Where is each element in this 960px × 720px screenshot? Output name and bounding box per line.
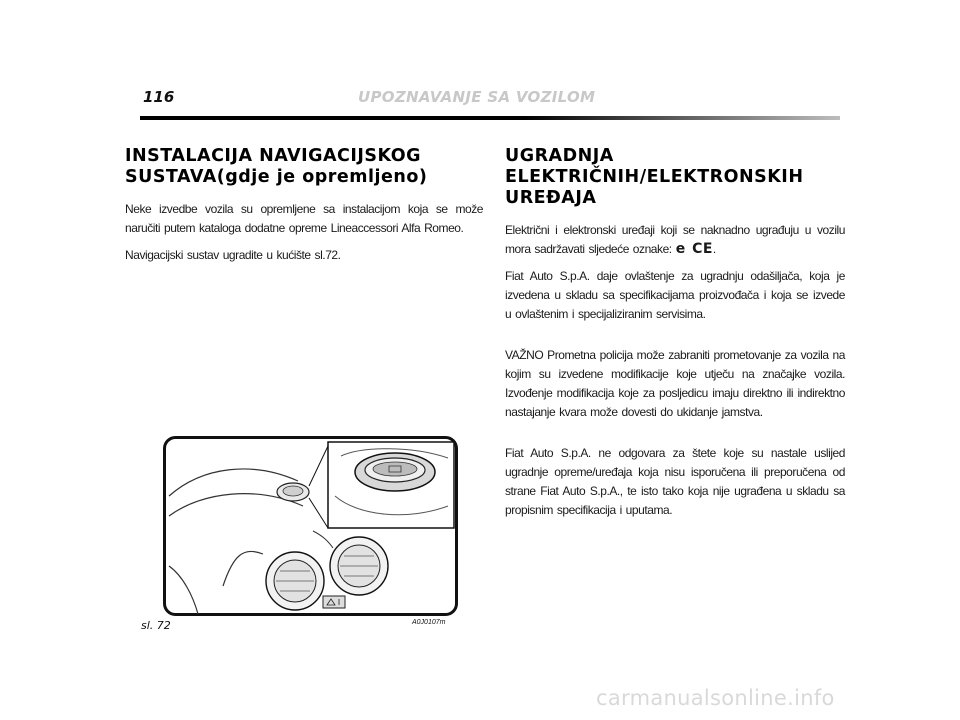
page-number: 116 [143,88,175,106]
section-title-navigation [125,146,483,188]
paragraph-text: Električni i elektronski uređaji koji se naknadno ugrađuju u vozilu mora sadržavati sljedeće oznake: [505,223,845,256]
running-header: UPOZNAVANJE SA VOZILOM [358,88,596,106]
body-paragraph: Neke izvedbe vozila su opremljene sa instalacijom koja se može naručiti putem kataloga dodatne opreme Lineaccessori Alfa Romeo. [125,202,483,235]
right-column [505,146,845,528]
section-title-devices [505,146,845,209]
figure-code: A0J0107m [412,619,446,626]
body-paragraph: Fiat Auto S.p.A. ne odgovara za štete koje su nastale uslijed ugradnje opreme/uređaja koja nisu isporučena ili preporučena od strane Fiat Auto S.p.A., te isto tako koja nije ugrađena u skladu sa propisnim specifikacija i uputama. [505,446,845,517]
paragraph-end: . [712,242,716,256]
header-rule [140,116,840,120]
title-line: UREĐAJA [505,188,597,208]
left-column [125,146,483,273]
figure-caption: sl. 72 [141,619,171,632]
figure-navigation-housing [163,436,458,616]
title-line: INSTALACIJA NAVIGACIJSKOG [125,146,422,166]
body-paragraph: Navigacijski sustav ugradite u kućište sl.72. [125,248,341,262]
watermark: carmanualsonline.info [596,686,835,710]
title-line: SUSTAVA(gdje je opremljeno) [125,167,428,187]
body-paragraph: Fiat Auto S.p.A. daje ovlaštenje za ugradnju odašiljača, koja je izvedena u skladu sa specifikacijama proizvođača i koja se izvede u ovlaštenim i specijaliziranim servisima. [505,269,845,321]
important-notice: VAŽNO Prometna policija može zabraniti prometovanje za vozila na kojim su izvedene modifikacije koje utječu na značajke vozila. Izvođenje modifikacija koje za posljedicu imaju direktno ili indirektno nastajanje kvara može dovesti do ukidanje jamstva. [505,348,845,419]
title-line: ELEKTRIČNIH/ELEKTRONSKIH [505,167,804,187]
title-line: UGRADNJA [505,146,614,166]
body-paragraph [505,221,845,259]
hazard-switch [323,596,345,608]
certification-marks: e CE [675,241,713,257]
